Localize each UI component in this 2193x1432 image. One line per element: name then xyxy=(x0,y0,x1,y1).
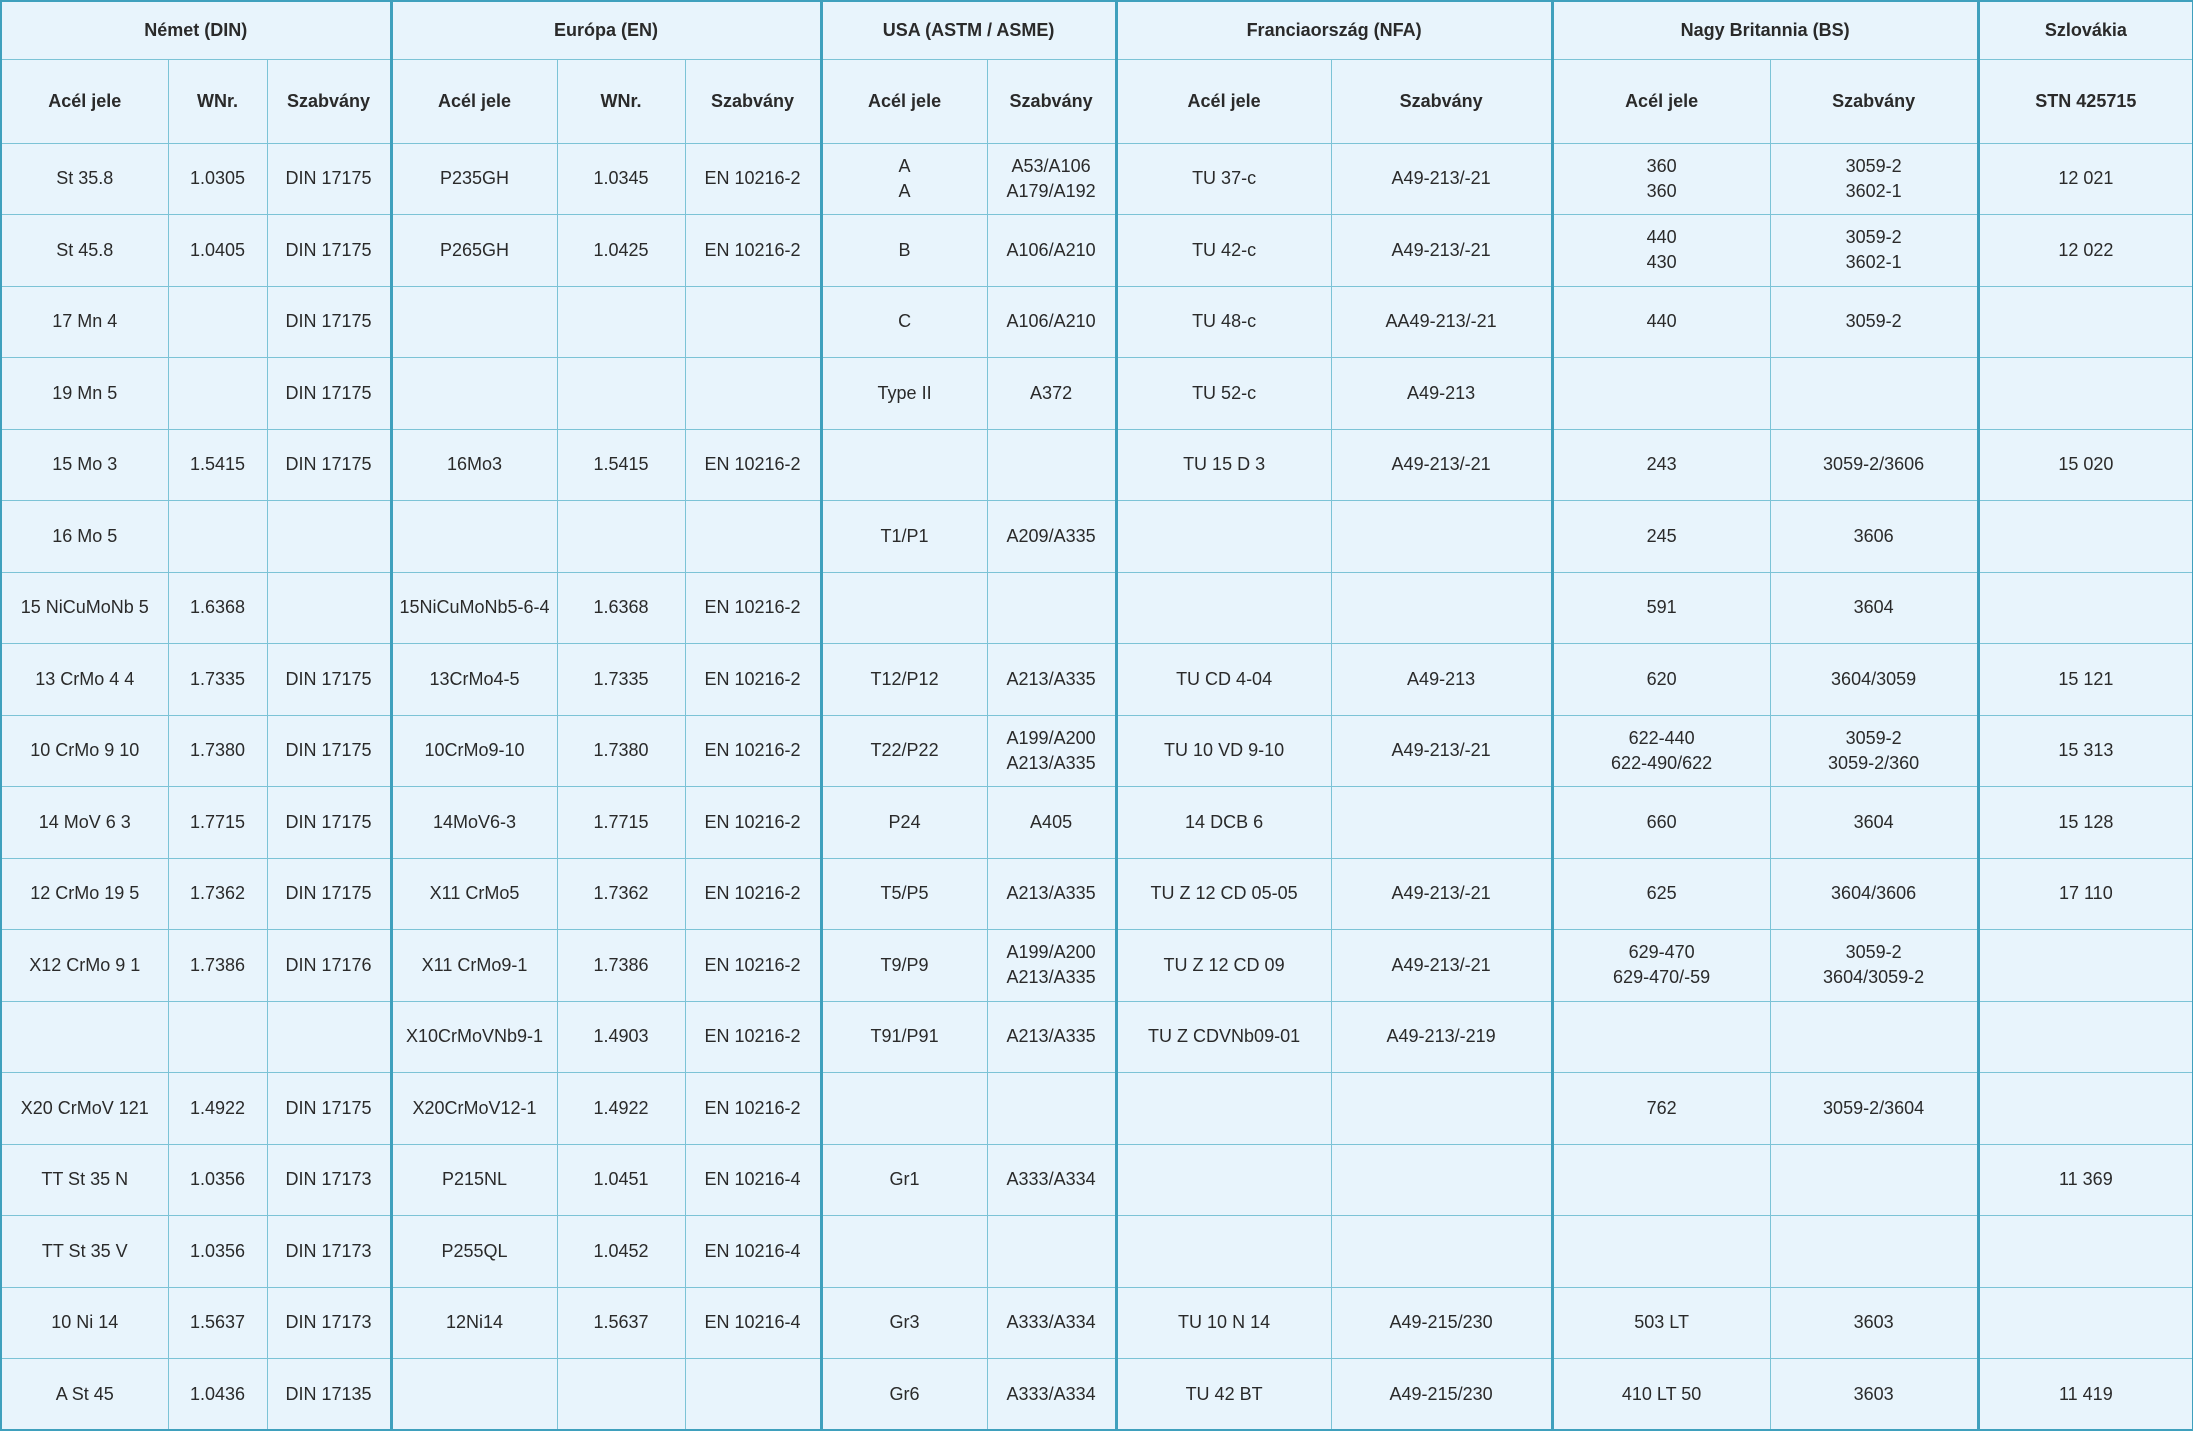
table-cell: DIN 17173 xyxy=(267,1216,391,1288)
table-cell xyxy=(1978,572,2193,644)
table-cell: A49-213/-21 xyxy=(1331,215,1552,287)
group-header: Európa (EN) xyxy=(391,1,821,59)
table-cell: 1.7362 xyxy=(168,858,267,930)
table-cell: T9/P9 xyxy=(821,930,987,1002)
table-cell: DIN 17175 xyxy=(267,358,391,430)
table-cell: A49-213/-21 xyxy=(1331,715,1552,787)
table-cell: 243 xyxy=(1552,429,1770,501)
table-cell: 3604 xyxy=(1770,787,1978,859)
table-cell: 620 xyxy=(1552,644,1770,716)
table-cell: 3059-2/3606 xyxy=(1770,429,1978,501)
table-cell xyxy=(1331,787,1552,859)
table-cell: T1/P1 xyxy=(821,501,987,573)
column-header: Szabvány xyxy=(1770,59,1978,143)
table-row xyxy=(1,286,2193,358)
table-cell: P24 xyxy=(821,787,987,859)
group-header: Franciaország (NFA) xyxy=(1116,1,1552,59)
table-cell: DIN 17175 xyxy=(267,429,391,501)
table-cell: 1.5415 xyxy=(557,429,685,501)
column-header: Szabvány xyxy=(267,59,391,143)
table-cell xyxy=(168,501,267,573)
table-cell: A333/A334 xyxy=(987,1144,1116,1216)
table-cell: X11 CrMo9-1 xyxy=(391,930,557,1002)
table-cell: 1.5637 xyxy=(168,1287,267,1359)
table-cell: X20CrMoV12-1 xyxy=(391,1073,557,1145)
table-row xyxy=(1,501,2193,573)
table-cell: X20 CrMoV 121 xyxy=(1,1073,168,1145)
table-cell: A49-213 xyxy=(1331,358,1552,430)
table-cell: 15 313 xyxy=(1978,715,2193,787)
table-row xyxy=(1,1216,2193,1288)
table-cell: DIN 17175 xyxy=(267,1073,391,1145)
table-cell: 1.7715 xyxy=(168,787,267,859)
group-header: Nagy Britannia (BS) xyxy=(1552,1,1978,59)
table-cell: AA49-213/-21 xyxy=(1331,286,1552,358)
table-cell: X10CrMoVNb9-1 xyxy=(391,1001,557,1073)
table-cell xyxy=(391,501,557,573)
table-cell: 16Mo3 xyxy=(391,429,557,501)
column-header: STN 425715 xyxy=(1978,59,2193,143)
table-cell: EN 10216-2 xyxy=(685,930,821,1002)
table-row xyxy=(1,1001,2193,1073)
table-row xyxy=(1,572,2193,644)
table-cell: 3059-2/3604 xyxy=(1770,1073,1978,1145)
table-cell: 19 Mn 5 xyxy=(1,358,168,430)
column-header: Acél jele xyxy=(391,59,557,143)
table-cell: A49-213/-21 xyxy=(1331,930,1552,1002)
table-cell xyxy=(821,1216,987,1288)
table-cell: 3604/3606 xyxy=(1770,858,1978,930)
table-cell: TU Z 12 CD 05-05 xyxy=(1116,858,1331,930)
table-cell xyxy=(391,358,557,430)
table-cell: 3059-2 3604/3059-2 xyxy=(1770,930,1978,1002)
table-cell: St 35.8 xyxy=(1,143,168,215)
table-cell xyxy=(1552,1001,1770,1073)
table-cell: 1.7380 xyxy=(557,715,685,787)
table-cell: 3059-2 xyxy=(1770,286,1978,358)
table-cell: 3059-2 3602-1 xyxy=(1770,143,1978,215)
table-cell xyxy=(1978,1287,2193,1359)
table-cell xyxy=(987,572,1116,644)
table-row xyxy=(1,215,2193,287)
table-cell: 17 Mn 4 xyxy=(1,286,168,358)
table-cell: EN 10216-4 xyxy=(685,1144,821,1216)
table-cell: 1.7715 xyxy=(557,787,685,859)
table-cell: C xyxy=(821,286,987,358)
table-cell: A209/A335 xyxy=(987,501,1116,573)
column-header: Szabvány xyxy=(1331,59,1552,143)
table-cell: 11 419 xyxy=(1978,1359,2193,1431)
table-cell: P235GH xyxy=(391,143,557,215)
table-cell: 1.0425 xyxy=(557,215,685,287)
table-cell: EN 10216-2 xyxy=(685,644,821,716)
table-cell: 3603 xyxy=(1770,1287,1978,1359)
table-cell: 12Ni14 xyxy=(391,1287,557,1359)
table-cell: EN 10216-4 xyxy=(685,1216,821,1288)
table-cell: Gr6 xyxy=(821,1359,987,1431)
table-cell: DIN 17175 xyxy=(267,143,391,215)
table-cell: DIN 17175 xyxy=(267,644,391,716)
table-cell: 1.7335 xyxy=(557,644,685,716)
table-cell: 360 360 xyxy=(1552,143,1770,215)
table-cell xyxy=(1770,1001,1978,1073)
table-cell xyxy=(987,1073,1116,1145)
table-cell: 10 Ni 14 xyxy=(1,1287,168,1359)
table-cell: 1.0356 xyxy=(168,1216,267,1288)
table-cell xyxy=(987,429,1116,501)
table-row xyxy=(1,1144,2193,1216)
table-cell: 1.0452 xyxy=(557,1216,685,1288)
table-cell xyxy=(557,286,685,358)
table-cell xyxy=(1978,1073,2193,1145)
table-cell: 625 xyxy=(1552,858,1770,930)
table-row xyxy=(1,1359,2193,1431)
table-cell xyxy=(1331,1144,1552,1216)
table-cell: 1.5415 xyxy=(168,429,267,501)
table-cell: 1.5637 xyxy=(557,1287,685,1359)
table-cell: Gr1 xyxy=(821,1144,987,1216)
table-cell: 591 xyxy=(1552,572,1770,644)
table-cell: 1.0356 xyxy=(168,1144,267,1216)
table-cell: Gr3 xyxy=(821,1287,987,1359)
table-cell: 14 DCB 6 xyxy=(1116,787,1331,859)
table-cell: 3604 xyxy=(1770,572,1978,644)
table-cell: A213/A335 xyxy=(987,644,1116,716)
table-cell: 410 LT 50 xyxy=(1552,1359,1770,1431)
table-cell: 1.4922 xyxy=(168,1073,267,1145)
table-cell: T91/P91 xyxy=(821,1001,987,1073)
table-cell: TU 48-c xyxy=(1116,286,1331,358)
table-cell: B xyxy=(821,215,987,287)
column-header: WNr. xyxy=(557,59,685,143)
table-cell: DIN 17175 xyxy=(267,286,391,358)
table-cell: DIN 17175 xyxy=(267,858,391,930)
table-cell xyxy=(685,358,821,430)
table-cell: A333/A334 xyxy=(987,1287,1116,1359)
table-cell: 14MoV6-3 xyxy=(391,787,557,859)
table-cell xyxy=(1331,1073,1552,1145)
table-cell: 440 430 xyxy=(1552,215,1770,287)
table-cell: TT St 35 V xyxy=(1,1216,168,1288)
table-cell xyxy=(821,429,987,501)
table-cell xyxy=(1331,572,1552,644)
table-cell: 629-470 629-470/-59 xyxy=(1552,930,1770,1002)
table-cell: 15 128 xyxy=(1978,787,2193,859)
table-cell xyxy=(267,501,391,573)
table-cell xyxy=(557,501,685,573)
table-cell: 1.0305 xyxy=(168,143,267,215)
group-header: Német (DIN) xyxy=(1,1,391,59)
table-cell: X11 CrMo5 xyxy=(391,858,557,930)
table-cell xyxy=(168,358,267,430)
table-cell: 1.7380 xyxy=(168,715,267,787)
column-header: WNr. xyxy=(168,59,267,143)
group-header: USA (ASTM / ASME) xyxy=(821,1,1116,59)
table-cell: EN 10216-2 xyxy=(685,143,821,215)
column-header: Szabvány xyxy=(987,59,1116,143)
table-cell: T12/P12 xyxy=(821,644,987,716)
table-cell: 3059-2 3059-2/360 xyxy=(1770,715,1978,787)
table-cell: TU 15 D 3 xyxy=(1116,429,1331,501)
table-cell: TU 37-c xyxy=(1116,143,1331,215)
table-row xyxy=(1,1073,2193,1145)
table-cell xyxy=(168,1001,267,1073)
table-cell: 3604/3059 xyxy=(1770,644,1978,716)
table-cell: TU CD 4-04 xyxy=(1116,644,1331,716)
table-cell xyxy=(1331,501,1552,573)
table-cell: A372 xyxy=(987,358,1116,430)
table-cell: 17 110 xyxy=(1978,858,2193,930)
table-cell: P265GH xyxy=(391,215,557,287)
table-cell: EN 10216-2 xyxy=(685,572,821,644)
table-cell: 10 CrMo 9 10 xyxy=(1,715,168,787)
table-row xyxy=(1,787,2193,859)
table-row xyxy=(1,358,2193,430)
table-cell xyxy=(1770,358,1978,430)
table-cell: 440 xyxy=(1552,286,1770,358)
table-row xyxy=(1,715,2193,787)
table-cell: TU 10 VD 9-10 xyxy=(1116,715,1331,787)
column-header-row xyxy=(1,59,2193,143)
table-cell xyxy=(1978,1216,2193,1288)
table-cell: 13 CrMo 4 4 xyxy=(1,644,168,716)
table-cell: A333/A334 xyxy=(987,1359,1116,1431)
table-cell xyxy=(267,572,391,644)
table-row xyxy=(1,930,2193,1002)
table-cell: 1.7386 xyxy=(168,930,267,1002)
table-cell: A106/A210 xyxy=(987,215,1116,287)
table-cell xyxy=(1552,1216,1770,1288)
table-row xyxy=(1,143,2193,215)
table-cell xyxy=(1978,286,2193,358)
table-cell: 1.6368 xyxy=(557,572,685,644)
table-cell xyxy=(1116,572,1331,644)
table-cell: 15 121 xyxy=(1978,644,2193,716)
table-cell: 13CrMo4-5 xyxy=(391,644,557,716)
table-cell: A199/A200 A213/A335 xyxy=(987,930,1116,1002)
table-cell: 1.7386 xyxy=(557,930,685,1002)
table-cell xyxy=(1978,1001,2193,1073)
table-cell: A213/A335 xyxy=(987,858,1116,930)
table-cell: DIN 17175 xyxy=(267,715,391,787)
table-cell: A49-215/230 xyxy=(1331,1287,1552,1359)
table-cell: TU 42 BT xyxy=(1116,1359,1331,1431)
table-cell: TU 10 N 14 xyxy=(1116,1287,1331,1359)
table-cell: 3059-2 3602-1 xyxy=(1770,215,1978,287)
table-cell: 12 021 xyxy=(1978,143,2193,215)
table-cell: EN 10216-2 xyxy=(685,858,821,930)
table-cell xyxy=(557,358,685,430)
table-cell: DIN 17173 xyxy=(267,1144,391,1216)
table-cell xyxy=(1978,930,2193,1002)
table-cell: 15NiCuMoNb5-6-4 xyxy=(391,572,557,644)
table-cell: EN 10216-2 xyxy=(685,1001,821,1073)
table-cell xyxy=(1116,1216,1331,1288)
table-cell: 12 CrMo 19 5 xyxy=(1,858,168,930)
table-cell: 660 xyxy=(1552,787,1770,859)
table-cell: EN 10216-4 xyxy=(685,1287,821,1359)
table-cell: X12 CrMo 9 1 xyxy=(1,930,168,1002)
table-cell xyxy=(685,1359,821,1431)
table-cell: St 45.8 xyxy=(1,215,168,287)
table-cell xyxy=(1770,1144,1978,1216)
table-cell xyxy=(1552,358,1770,430)
table-cell: 3606 xyxy=(1770,501,1978,573)
table-cell xyxy=(1770,1216,1978,1288)
table-cell: DIN 17176 xyxy=(267,930,391,1002)
table-cell: 1.7335 xyxy=(168,644,267,716)
table-cell: EN 10216-2 xyxy=(685,715,821,787)
table-cell xyxy=(1552,1144,1770,1216)
table-cell: TU 52-c xyxy=(1116,358,1331,430)
table-cell: 1.4922 xyxy=(557,1073,685,1145)
table-cell: A53/A106 A179/A192 xyxy=(987,143,1116,215)
table-cell xyxy=(1,1001,168,1073)
table-cell: T22/P22 xyxy=(821,715,987,787)
table-cell xyxy=(557,1359,685,1431)
table-cell: 245 xyxy=(1552,501,1770,573)
table-cell xyxy=(391,1359,557,1431)
table-cell: A A xyxy=(821,143,987,215)
table-cell: A405 xyxy=(987,787,1116,859)
table-cell: A49-213/-219 xyxy=(1331,1001,1552,1073)
table-cell xyxy=(821,1073,987,1145)
group-header-row xyxy=(1,1,2193,59)
table-cell: A49-215/230 xyxy=(1331,1359,1552,1431)
table-cell: A49-213/-21 xyxy=(1331,143,1552,215)
table-cell xyxy=(1978,358,2193,430)
table-cell: TU 42-c xyxy=(1116,215,1331,287)
column-header: Acél jele xyxy=(1116,59,1331,143)
table-row xyxy=(1,644,2193,716)
table-cell: 15 NiCuMoNb 5 xyxy=(1,572,168,644)
table-cell: A106/A210 xyxy=(987,286,1116,358)
table-cell: 3603 xyxy=(1770,1359,1978,1431)
column-header: Acél jele xyxy=(821,59,987,143)
table-cell: EN 10216-2 xyxy=(685,429,821,501)
column-header: Acél jele xyxy=(1,59,168,143)
table-cell: A49-213/-21 xyxy=(1331,858,1552,930)
table-cell: 15 020 xyxy=(1978,429,2193,501)
table-cell: DIN 17175 xyxy=(267,787,391,859)
table-cell: EN 10216-2 xyxy=(685,787,821,859)
column-header: Szabvány xyxy=(685,59,821,143)
column-header: Acél jele xyxy=(1552,59,1770,143)
table-cell xyxy=(267,1001,391,1073)
table-cell: EN 10216-2 xyxy=(685,1073,821,1145)
table-cell: DIN 17175 xyxy=(267,215,391,287)
table-cell: 1.0436 xyxy=(168,1359,267,1431)
table-cell: 1.0345 xyxy=(557,143,685,215)
table-body xyxy=(1,143,2193,1430)
table-cell: A199/A200 A213/A335 xyxy=(987,715,1116,787)
table-cell: 11 369 xyxy=(1978,1144,2193,1216)
table-cell: T5/P5 xyxy=(821,858,987,930)
table-cell: 1.0451 xyxy=(557,1144,685,1216)
table-cell xyxy=(1331,1216,1552,1288)
table-cell xyxy=(1116,1144,1331,1216)
table-row xyxy=(1,1287,2193,1359)
table-cell: P255QL xyxy=(391,1216,557,1288)
table-cell: 16 Mo 5 xyxy=(1,501,168,573)
table-cell: 1.7362 xyxy=(557,858,685,930)
table-cell: 12 022 xyxy=(1978,215,2193,287)
table-cell xyxy=(1978,501,2193,573)
table-cell: 1.6368 xyxy=(168,572,267,644)
table-cell xyxy=(685,286,821,358)
table-cell: A213/A335 xyxy=(987,1001,1116,1073)
table-cell: TU Z 12 CD 09 xyxy=(1116,930,1331,1002)
table-cell: TU Z CDVNb09-01 xyxy=(1116,1001,1331,1073)
table-cell: 1.0405 xyxy=(168,215,267,287)
table-cell: A49-213 xyxy=(1331,644,1552,716)
table-cell: P215NL xyxy=(391,1144,557,1216)
table-cell xyxy=(987,1216,1116,1288)
table-cell xyxy=(1116,501,1331,573)
table-cell: 622-440 622-490/622 xyxy=(1552,715,1770,787)
table-cell: 1.4903 xyxy=(557,1001,685,1073)
table-cell: A49-213/-21 xyxy=(1331,429,1552,501)
table-row xyxy=(1,429,2193,501)
table-cell xyxy=(391,286,557,358)
table-cell: Type II xyxy=(821,358,987,430)
table-cell xyxy=(821,572,987,644)
table-cell: 10CrMo9-10 xyxy=(391,715,557,787)
table-cell: DIN 17173 xyxy=(267,1287,391,1359)
table-cell: TT St 35 N xyxy=(1,1144,168,1216)
table-cell: DIN 17135 xyxy=(267,1359,391,1431)
table-cell xyxy=(168,286,267,358)
table-cell: 762 xyxy=(1552,1073,1770,1145)
table-cell: 503 LT xyxy=(1552,1287,1770,1359)
group-header: Szlovákia xyxy=(1978,1,2193,59)
table-cell xyxy=(685,501,821,573)
table-cell: EN 10216-2 xyxy=(685,215,821,287)
table-cell: 15 Mo 3 xyxy=(1,429,168,501)
table-cell: A St 45 xyxy=(1,1359,168,1431)
table-cell xyxy=(1116,1073,1331,1145)
table-cell: 14 MoV 6 3 xyxy=(1,787,168,859)
table-row xyxy=(1,858,2193,930)
